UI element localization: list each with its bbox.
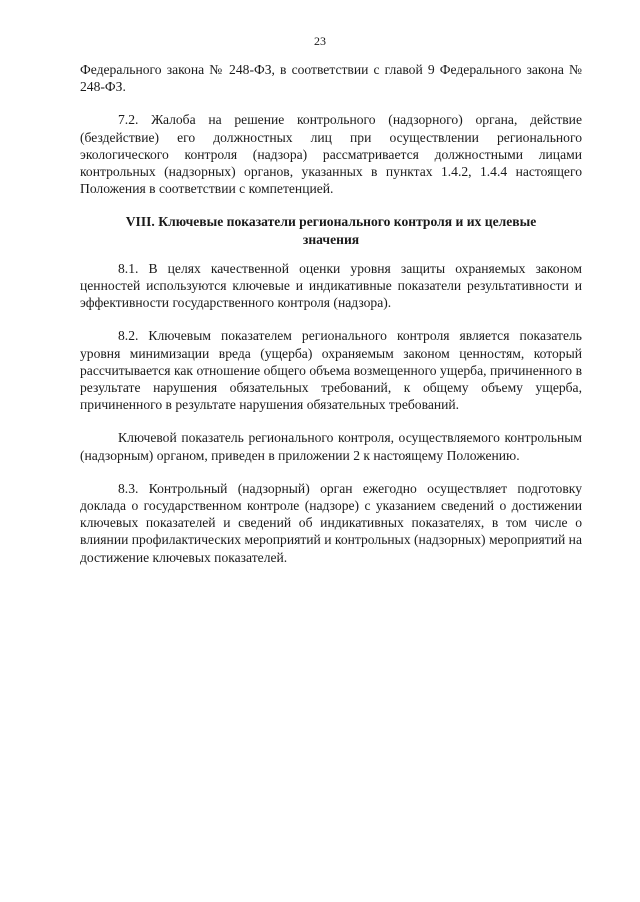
- spacer: [80, 311, 582, 327]
- section-heading: VIII. Ключевые показатели регионального контроля и их целевые значения: [125, 214, 537, 247]
- paragraph-key-indicator: Ключевой показатель регионального контроля, осуществляемого контрольным (надзорным) органом, приведен в приложении 2 к настоящему Положению.: [80, 430, 582, 463]
- paragraph-continuation: Федерального закона № 248-ФЗ, в соответствии с главой 9 Федерального закона № 248-ФЗ.: [80, 62, 582, 95]
- spacer: [80, 248, 582, 260]
- paragraph-8-1: 8.1. В целях качественной оценки уровня защиты охраняемых законом ценностей используются ключевые и индикативные показатели результативности и эффективности государственного контроля (надзора).: [80, 260, 582, 311]
- document-body: [80, 61, 582, 566]
- spacer: [80, 464, 582, 480]
- page-number: 23: [314, 34, 326, 48]
- paragraph-7-2: 7.2. Жалоба на решение контрольного (надзорного) органа, действие (бездействие) его должностных лиц при осуществлении регионального экологического контроля (надзора) рассматривается должностными лицами контрольных (надзорных) органов, указанных в пунктах 1.4.2, 1.4.4 настоящего Положения в соответствии с компетенцией.: [80, 112, 582, 197]
- spacer: [80, 197, 582, 213]
- spacer: [80, 95, 582, 111]
- paragraph-8-2: 8.2. Ключевым показателем регионального контроля является показатель уровня минимизации вреда (ущерба) охраняемым законом ценностям, который рассчитывается как отношение общего объема возмещенного ущерба, причиненного в результате нарушения обязательных требований, к общему объему ущерба, причиненного в результате нарушения обязательных требований.: [80, 328, 582, 413]
- paragraph-8-3: 8.3. Контрольный (надзорный) орган ежегодно осуществляет подготовку доклада о государственном контроле (надзоре) с указанием сведений о достижении ключевых показателей и сведений об индикативных показателях, в том числе о влиянии профилактических мероприятий и контрольных (надзорных) мероприятий на достижение ключевых показателей.: [80, 480, 582, 565]
- spacer: [80, 413, 582, 429]
